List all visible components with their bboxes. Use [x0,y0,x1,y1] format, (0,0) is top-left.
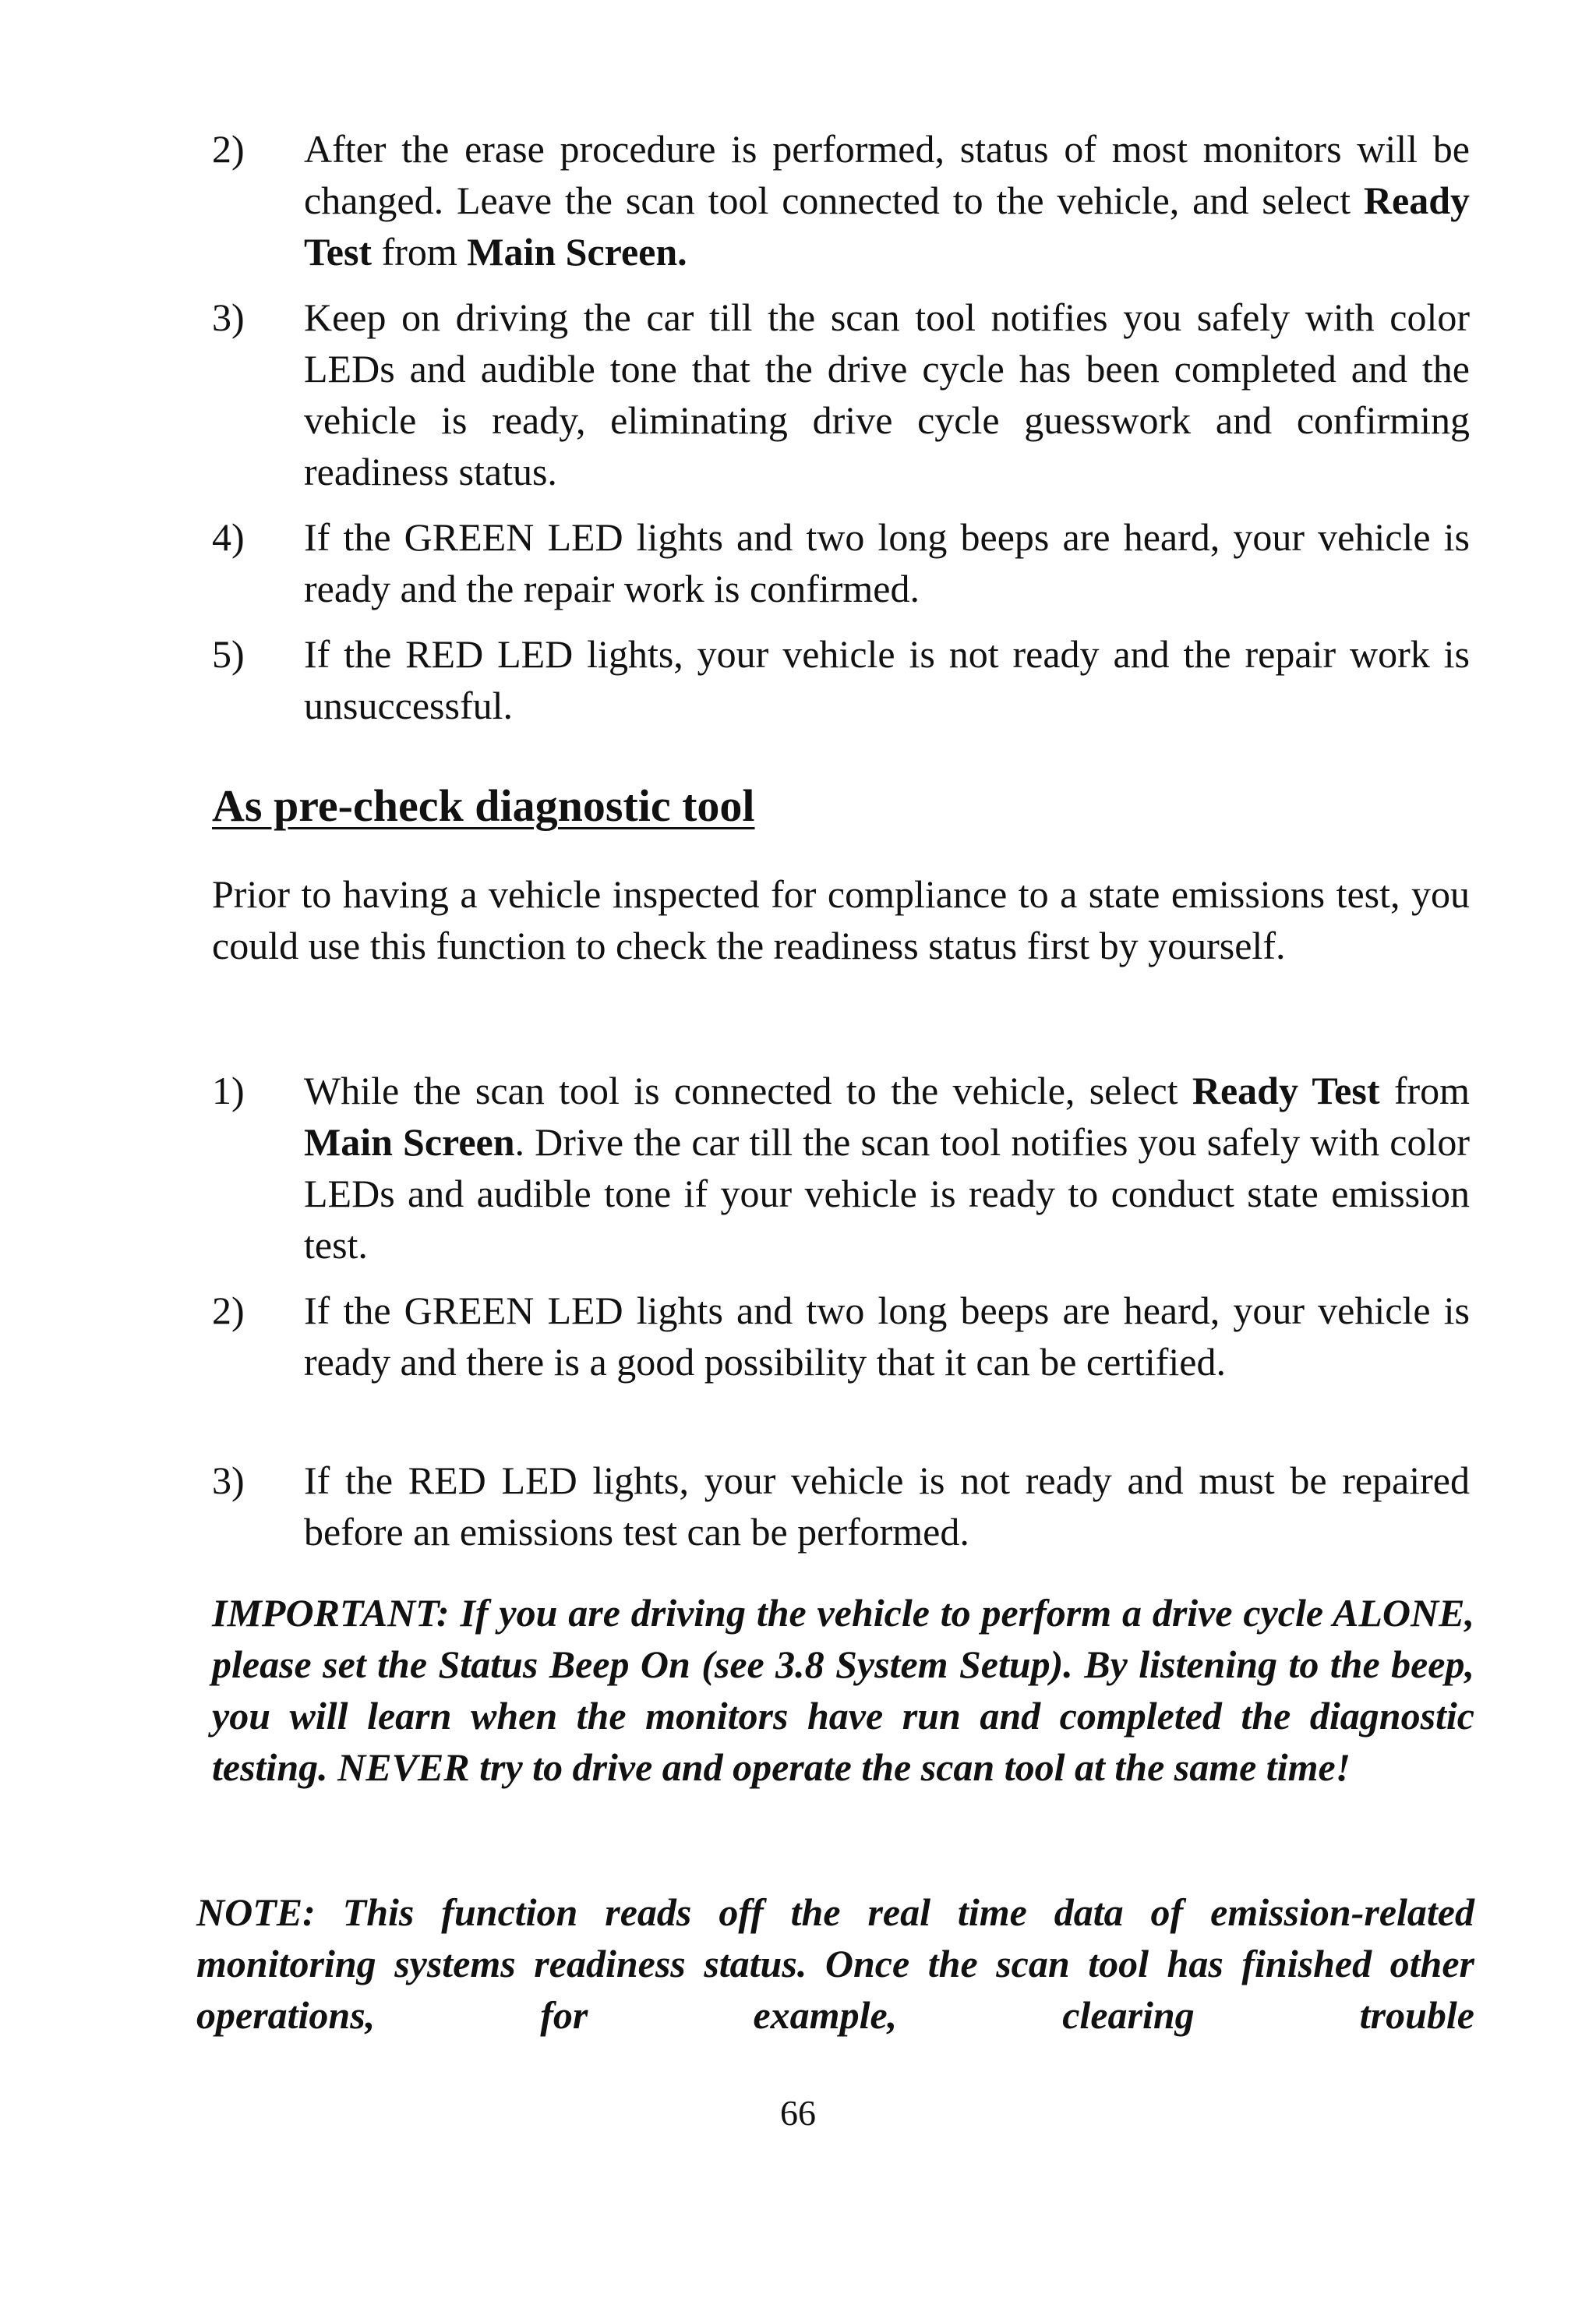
section-heading: As pre-check diagnostic tool [212,780,755,831]
page-number: 66 [780,2093,816,2133]
list-item [212,628,1470,731]
list-item-number: 4) [212,515,245,559]
intro-paragraph: Prior to having a vehicle inspected for compliance to a state emissions test, you could use this function to check the readiness status first by yourself. [212,872,1470,967]
list-item-text: While the scan tool is connected to the vehicle, select Ready Test from Main Screen. Drive the car till the scan tool notifies you safely with color LEDs and audible tone if your vehicle is ready to conduct state emission test. [304,1069,1471,1267]
bold-term: Main Screen. [467,230,687,274]
list-item-text: After the erase procedure is performed, status of most monitors will be changed. Leave the scan tool connected to the vehicle, and select Ready Test from Main Screen. [304,127,1470,274]
list-item-number: 2) [212,127,245,171]
important-notice: IMPORTANT: If you are driving the vehicle to perform a drive cycle ALONE, please set the Status Beep On (see 3.8 System Setup). By listening to the beep, you will learn when the monitors have run and completed the diagnostic testing. NEVER try to drive and operate the scan tool at the same time! [212,1591,1474,1789]
list-item-number: 3) [212,295,245,339]
list-item-text: If the GREEN LED lights and two long beeps are heard, your vehicle is ready and the repair work is confirmed. [304,515,1470,610]
list-item [212,1065,1470,1271]
list-item [212,1285,1470,1388]
bold-term: Ready Test [1192,1069,1380,1112]
list-item-number: 3) [212,1458,245,1502]
list-item [212,1455,1470,1557]
list-item-text: If the GREEN LED lights and two long beeps are heard, your vehicle is ready and there is a good possibility that it can be certified. [304,1289,1470,1384]
list-item-number: 5) [212,632,245,676]
list-item-text: If the RED LED lights, your vehicle is not ready and the repair work is unsuccessful. [304,632,1470,727]
list-item-number: 1) [212,1069,245,1112]
list-item-text: If the RED LED lights, your vehicle is not ready and must be repaired before an emissions test can be performed. [304,1458,1470,1554]
list-item [212,292,1470,497]
list-item [212,123,1470,278]
list-item-number: 2) [212,1289,245,1332]
bold-term: Main Screen [304,1120,515,1164]
list-item-text: Keep on driving the car till the scan tool notifies you safely with color LEDs and audible tone that the drive cycle has been completed and the vehicle is ready, eliminating drive cycle guesswork and confirming readiness status. [304,295,1470,493]
note-paragraph: NOTE: This function reads off the real time data of emission-related monitoring systems readiness status. Once the scan tool has finished other operations, for example, clearing trouble [196,1890,1474,2037]
list-item [212,511,1470,614]
bold-term: Ready Test [304,179,1470,274]
